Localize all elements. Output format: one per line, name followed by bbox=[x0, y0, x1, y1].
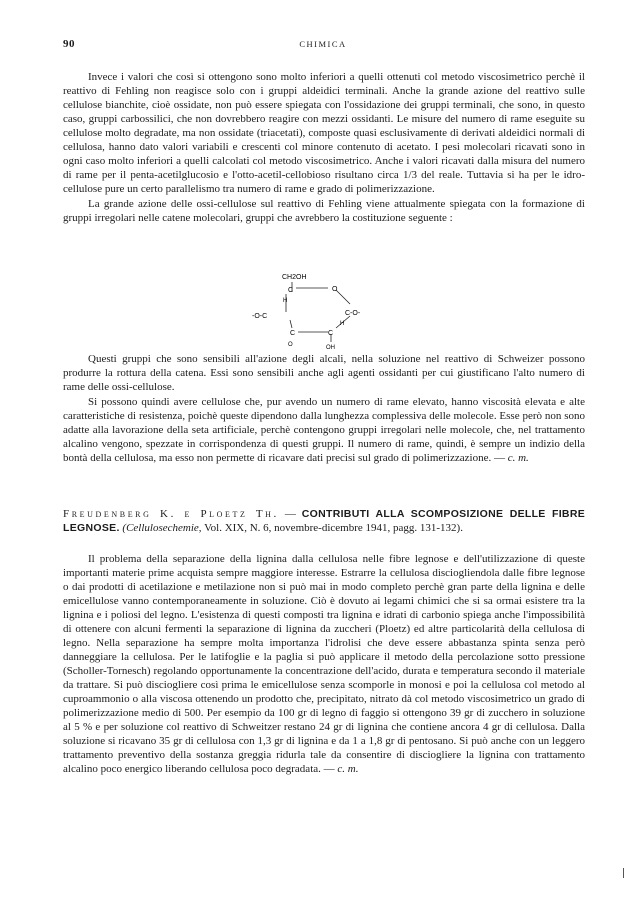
formula-svg bbox=[240, 268, 390, 350]
article-2-journal: (Cellulosechemie, bbox=[122, 522, 202, 534]
formula-h-right: H bbox=[340, 321, 345, 327]
article-2-citation: Vol. XIX, N. 6, novembre-dicembre 1941, pagg. 131-132). bbox=[204, 522, 463, 534]
formula-oh: OH bbox=[326, 345, 335, 350]
article-2-body bbox=[63, 552, 585, 776]
formula-o-left: O bbox=[288, 342, 293, 348]
article-2-heading bbox=[63, 507, 585, 535]
formula-right: C-O- bbox=[345, 310, 361, 317]
formula-c1: C bbox=[288, 287, 294, 294]
article-1-paragraph-3: Questi gruppi che sono sensibili all'azione degli alcali, nella soluzione nel reattivo di Schweizer possono produrre la rottura della catena. Essi sono sensibili anche agli agenti ossidanti per cui giustificano l'alto numero di rame delle ossi-cellulose. bbox=[63, 353, 585, 393]
article-2-dash: — bbox=[284, 508, 296, 520]
formula-top: CH2OH bbox=[282, 274, 307, 281]
article-1-paragraph-4 bbox=[63, 395, 585, 465]
running-head bbox=[63, 38, 583, 54]
article-1-top bbox=[63, 70, 585, 225]
article-2-authors: Freudenberg K. e Ploetz Th. bbox=[63, 508, 279, 520]
formula-ring-o: O bbox=[332, 286, 338, 293]
structural-formula bbox=[240, 268, 390, 350]
page-number: 90 bbox=[63, 38, 75, 50]
formula-left: -O-C bbox=[252, 313, 268, 320]
formula-h-left: H bbox=[283, 298, 288, 304]
article-1-bottom bbox=[63, 352, 585, 465]
article-1-paragraph-2: La grande azione delle ossi-cellulose sul reattivo di Fehling viene attualmente spiegata con la formazione di gruppi irregolari nelle catene molecolari, gruppi che avrebbero la costituzione seguente : bbox=[63, 198, 585, 224]
article-1-paragraph-4-text: Si possono quindi avere cellulose che, pur avendo un numero di rame elevato, hanno viscosità elevata e alte caratteristiche di resistenza, poichè queste dipendono dalla lunghezza complessiva delle molecole. Esse però non sono adatte alla lavorazione della seta artificiale, perchè contengono gruppi irregolari nelle molecole, che, nel trattamento alcalino vengono, spezzate in corrispondenza di questi gruppi. Il numero di rame, quindi, è sempre un indizio della bontà della cellulosa, ma esso non permette di ricavare dati precisi sul grado di polimerizzazione. — bbox=[63, 396, 585, 464]
article-1-signature: c. m. bbox=[507, 452, 529, 464]
article-1-paragraph-1: Invece i valori che così si ottengono sono molto inferiori a quelli ottenuti col metodo viscosimetrico perchè il reattivo di Fehling non reagisce solo con i gruppi aldeidici terminali. Anche la grande azione del reattivo sulle cellulose bianchite, cioè ossidate, non può essere spiegata con l'ossidazione dei gruppi terminali, che sono, in questo caso, gruppi carbossilici, che non dovrebbero reagire con mezzi ossidanti. Le misure del numero di rame eseguite su cellulose molto degradate, ma non ossidate (triacetati), composte quasi esclusivamente di derivati aldeidici normali di cellulosa, hanno dato valori variabili e crescenti col minore contenuto di acetato. I pesi molecolari ricavati sono in ogni caso molto inferiori a quelli calcolati col metodo viscosimetrico. Anche i valori ricavati dalla misura del numero di rame per il penta-acetilglucosio e l'otto-acetil-cellobioso risultano circa 1/3 del reale. Tuttavia si ha per le idro-cellulose pure un certo parallelismo tra numero di rame e grado di polimerizzazione. bbox=[63, 71, 585, 195]
formula-bonds bbox=[286, 282, 350, 342]
page-edge-mark bbox=[623, 868, 624, 878]
article-2-title: CONTRIBUTI ALLA SCOMPOSIZIONE DELLE FIBRE LEGNOSE. bbox=[63, 508, 586, 534]
formula-bottom-left: C bbox=[290, 330, 296, 337]
article-2-paragraph bbox=[63, 552, 585, 776]
article-2-text: Il problema della separazione della lignina dalla cellulosa nelle fibre legnose e dell'utilizzazione di queste importanti materie prime acquista sempre maggiore interesse. Estrarre la cellulosa disciogliendola dalle fibre legnose o dai prodotti di acetilazione e metilazione non si può mai in modo completo perchè gran parte della lignina e delle emicellulose vanno contemporaneamente in soluzione. Ciò è dovuto ai legami chimici che si sa ormai esistere tra la lignina e i poliosi del legno. L'esistenza di questi composti tra lignina e idrati di carbonio spiega anche l'impossibilità di ottenere con alcuni fermenti la separazione di lignina da zuccheri (Ploetz) ed altre particolarità della cellulosa di legno. Nella separazione ha sempre molta importanza l'idrolisi che deve essere abbastanza spinta senza però danneggiare la cellulosa. Per le latifoglie e la paglia si può applicare il metodo della percolazione sotto pressione (Scholler-Tornesch) regolando opportunamente la concentrazione dell'acido, durata e temperatura secondo il materiale da trattare. Si può disciogliere così prima le emicellulose senza scomporle in monosi e poi la cellulosa col metodo al cuproammonio o alla viscosa ottenendo un prodotto che, precipitato, nitrato dà col metodo viscosimetrico un grado di polimerizzazione medio di 500. Per esempio da 100 gr di legno di faggio si ottengono 39 gr di zucchero in soluzione al 5 % e per soluzione col reattivo di Schweitzer restano 24 gr di lignina che contiene ancora 4 gr di cellulosa. Dalla soluzione si ricavano 35 gr di cellulosa con 1,3 gr di lignina e da 1 a 1,8 gr di pentosano. Si può anche con un leggero trattamento preventivo della sostanza greggia ridurla tale da consentire di disciogliere la lignina con trattamento alcalino poco energico liberando cellulosa poco degradata. — bbox=[63, 553, 585, 775]
article-2-signature: c. m. bbox=[337, 763, 359, 775]
section-title: CHIMICA bbox=[299, 39, 347, 49]
formula-bottom-right: C bbox=[328, 330, 334, 337]
